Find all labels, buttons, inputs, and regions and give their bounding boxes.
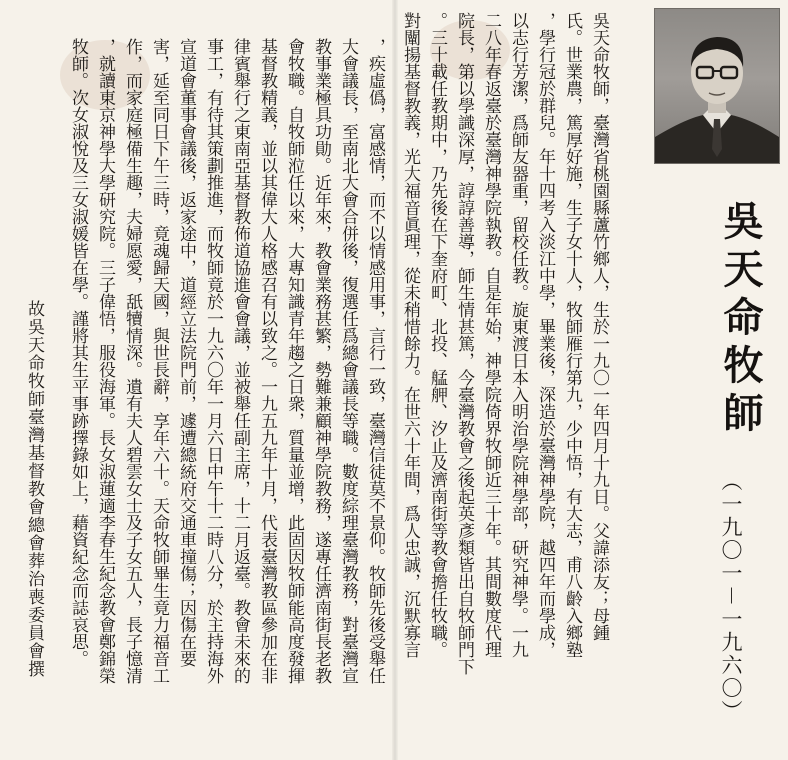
page-title: 吳天命牧師 (717, 200, 764, 440)
left-page-text: ，疾虛僞，富感情，而不以情感用事，言行一致，臺灣信徒莫不景仰。牧師先後受舉任 大會議長，至南北大會合併後，復選任爲總會議長等職。數度綜理臺灣教務，對臺灣宣 教事業極具功勛。近年來，教會業務甚繁，勢難兼顧神學院教務，遂專任濟南街長老教 會牧職。自牧師涖任以來，大專知識青年趨之日衆，質量並增，此固因牧師能高度發揮 基督教精義，並以其偉大人格感召有以致之。一九五九年十月，代表臺灣教區參加在非 律賓舉行之東南亞基督教佈道協進會會議，並被舉任副主席，十二月返臺。教會未來的 事工，有待其策劃推進，而牧師竟於一九六〇年一月六日中午十二時八分，於主持海外 宣道會董事會議後，返家途中，道經立法院門前，遽遭總統府交通車撞傷；因傷在要 害，延至同日下午三時，竟魂歸天國，與世長辭，享年六十。天命牧師畢生竟力福音工 作，而家庭極備生趣，夫婦愿愛，舐犢情深。遺有夫人碧雲女士及子女五人，長子憶清 ，就讀東京神學大學研究院。三子偉悟，服役海軍。長女淑蓮適李春生紀念教會鄭錦榮 牧師。次女淑悅及三女淑媛皆在學。謹將其生平事跡擇錄如上，藉資紀念而誌哀思。 (68, 38, 385, 684)
portrait-photo (654, 8, 780, 164)
signature-line: 故吳天命牧師臺灣基督教會總會葬治喪委員會撰 (24, 300, 44, 678)
right-page-text: 吳天命牧師，臺灣省桃園縣蘆竹鄉人，生於一九〇一年四月十九日。父諱添友；母鍾 氏。世業農，篤厚好施，生子女十人，牧師雁行第九，少中悟，有大志，甫八齡入鄉塾 ，學行冠於群兒。年十四考入淡江中學，畢業後，深造於臺灣神學院，越四年而學成， 以志行芳潔，爲師友器重，留校任教。旋東渡日本入明治學院神學部，研究神學。一九 二八年春返臺於臺灣神學院執教。自是年始，神學院倚界牧師近三十年。其間數度代理 院長，第以學識深厚，諄諄善導，師生情甚篤，今臺灣教會之後起英彥類皆出自牧師門下 。三十載任教期中，乃先後在下奎府町、北投、艋舺、汐止及濟南街等教會擔任牧職。 對闡揚基督教義，光大福音眞理，從未稍惜餘力。在世六十年間，爲人忠誠，沉默寡言 (400, 12, 609, 675)
portrait-icon (655, 9, 779, 163)
life-dates: （一九〇一－一九六〇） (719, 470, 743, 723)
